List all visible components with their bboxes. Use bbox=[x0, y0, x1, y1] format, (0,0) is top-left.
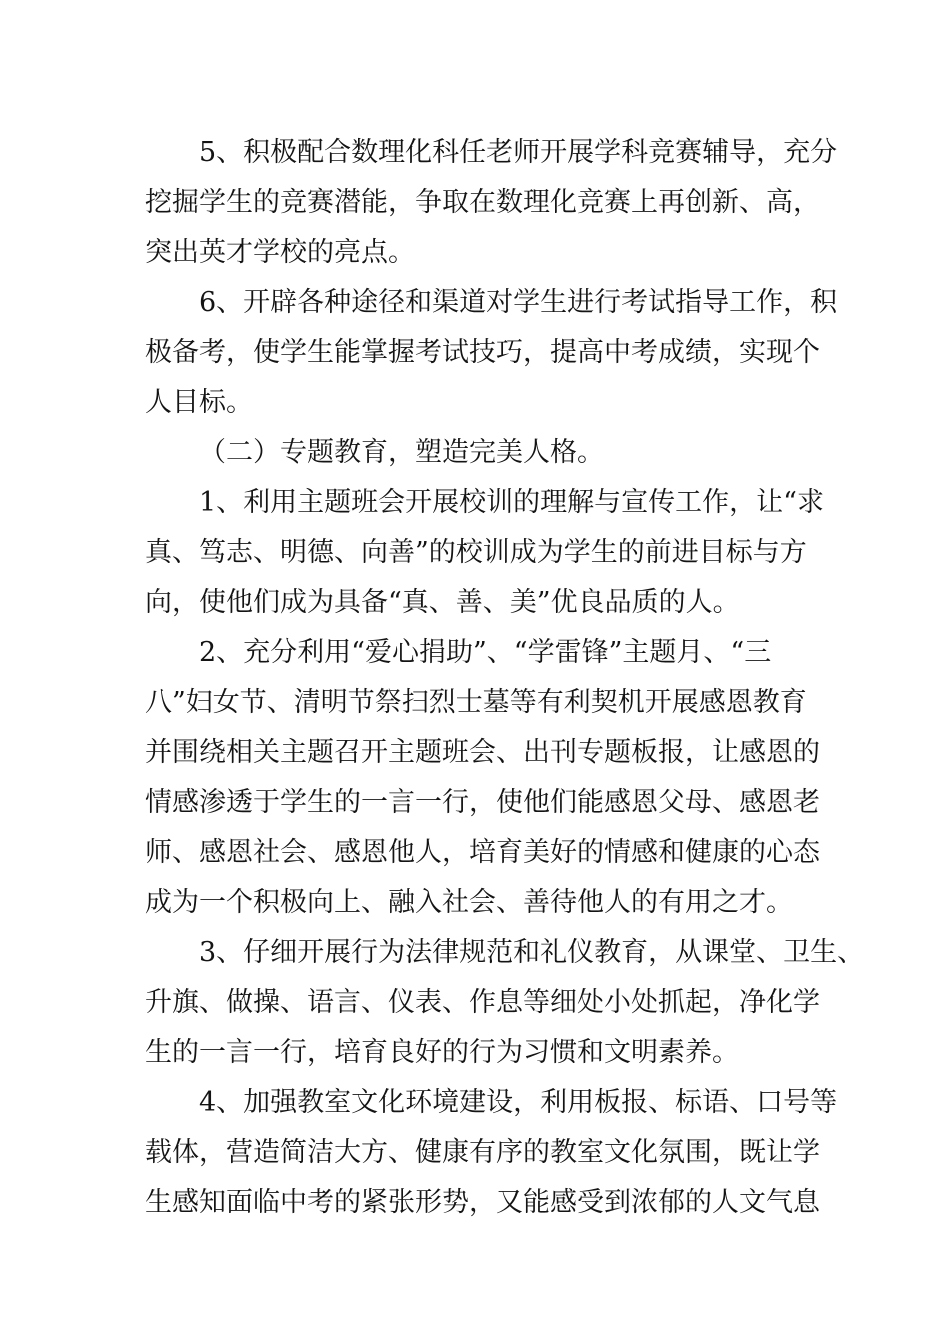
text-line: 5、积极配合数理化科任老师开展学科竞赛辅导，充分 bbox=[199, 137, 838, 168]
text-line: 八”妇女节、清明节祭扫烈士墓等有利契机开展感恩教育 bbox=[145, 687, 807, 718]
text-line: 4、加强教室文化环境建设，利用板报、标语、口号等 bbox=[199, 1087, 838, 1118]
text-line: 情感渗透于学生的一言一行，使他们能感恩父母、感恩老 bbox=[145, 787, 820, 818]
text-line: 升旗、做操、语言、仪表、作息等细处小处抓起，净化学 bbox=[145, 987, 820, 1018]
text-line: 成为一个积极向上、融入社会、善待他人的有用之才。 bbox=[145, 887, 793, 918]
text-line: 真、笃志、明德、向善”的校训成为学生的前进目标与方 bbox=[145, 537, 807, 568]
text-line: 2、充分利用“爱心捐助”、“学雷锋”主题月、“三 bbox=[199, 637, 772, 668]
text-line: 1、利用主题班会开展校训的理解与宣传工作，让“求 bbox=[199, 487, 824, 518]
text-line: 师、感恩社会、感恩他人，培育美好的情感和健康的心态 bbox=[145, 837, 820, 868]
text-line: 并围绕相关主题召开主题班会、出刊专题板报，让感恩的 bbox=[145, 737, 820, 768]
text-line: 生感知面临中考的紧张形势，又能感受到浓郁的人文气息 bbox=[145, 1187, 820, 1218]
text-line: 载体，营造简洁大方、健康有序的教室文化氛围，既让学 bbox=[145, 1137, 820, 1168]
text-line: 挖掘学生的竞赛潜能，争取在数理化竞赛上再创新、高， bbox=[145, 187, 820, 218]
text-line: 向，使他们成为具备“真、善、美”优良品质的人。 bbox=[145, 587, 740, 618]
text-line: 突出英才学校的亮点。 bbox=[145, 237, 415, 268]
text-line: 生的一言一行，培育良好的行为习惯和文明素养。 bbox=[145, 1037, 739, 1068]
section-heading: （二）专题教育，塑造完美人格。 bbox=[199, 437, 604, 468]
text-line: 6、开辟各种途径和渠道对学生进行考试指导工作，积 bbox=[199, 287, 838, 318]
text-line: 3、仔细开展行为法律规范和礼仪教育，从课堂、卫生、 bbox=[199, 937, 865, 968]
text-line: 极备考，使学生能掌握考试技巧，提高中考成绩，实现个 bbox=[145, 337, 820, 368]
text-line: 人目标。 bbox=[145, 387, 253, 418]
